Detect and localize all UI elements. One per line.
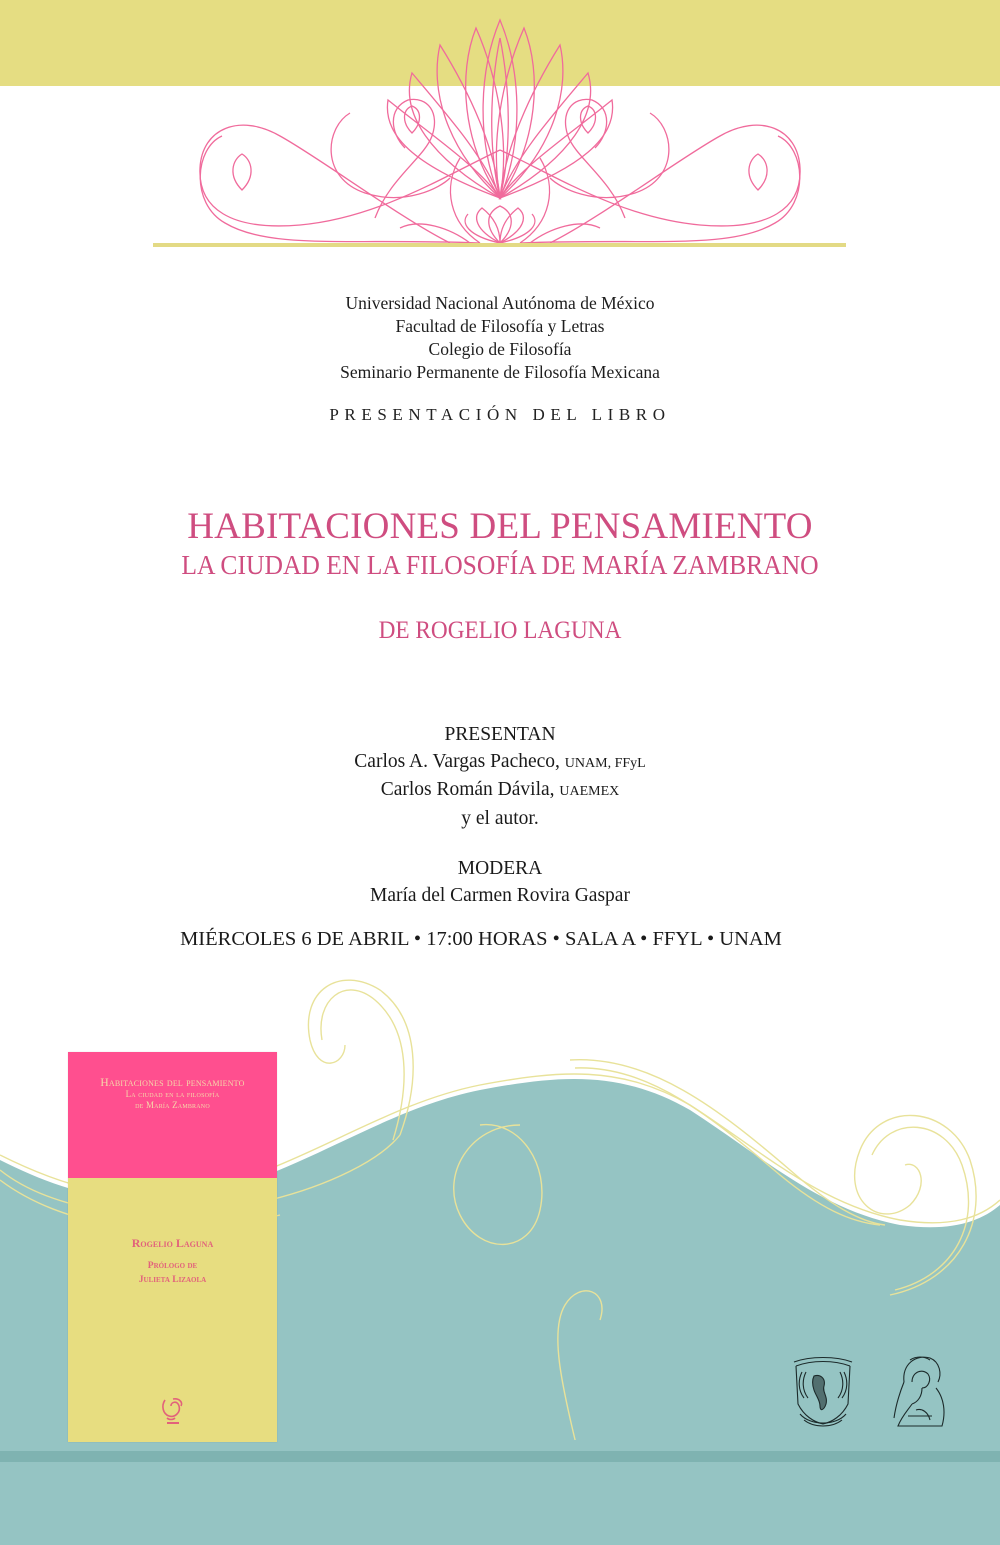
- presenter-name: Carlos A. Vargas Pacheco,: [354, 750, 560, 772]
- unam-shield-icon: [790, 1354, 856, 1430]
- athena-helmet-icon: [888, 1352, 950, 1430]
- book-cover: [68, 1052, 277, 1442]
- book-cover-title-line: La ciudad en la filosofía: [125, 1089, 220, 1099]
- floral-ornament-icon: [150, 18, 850, 250]
- presenter-affiliation: UNAM, FFyL: [564, 755, 646, 771]
- book-cover-prologue: [68, 1259, 277, 1287]
- book-cover-prologue-line: Julieta Lizaola: [138, 1275, 207, 1285]
- book-cover-top-panel: [68, 1052, 277, 1178]
- book-author: DE ROGELIO LAGUNA: [378, 617, 622, 644]
- credits-block: [0, 722, 1000, 909]
- presenters-closing: y el autor.: [461, 807, 539, 829]
- book-title: HABITACIONES DEL PENSAMIENTO: [187, 506, 813, 547]
- book-cover-title-line: de María Zambrano: [135, 1100, 210, 1110]
- publisher-emblem-icon: [159, 1396, 187, 1426]
- event-kicker: PRESENTACIÓN DEL LIBRO: [329, 405, 671, 424]
- book-cover-title: [68, 1078, 277, 1111]
- book-cover-author: Rogelio Laguna: [131, 1236, 214, 1250]
- organizer-seminar: Seminario Permanente de Filosofía Mexicana: [340, 362, 660, 382]
- book-cover-prologue-line: Prólogo de: [147, 1261, 198, 1271]
- book-title-block: [0, 505, 1000, 581]
- organizer-college: Colegio de Filosofía: [428, 339, 572, 359]
- presenter-row: [0, 749, 1000, 778]
- moderator-name: María del Carmen Rovira Gaspar: [370, 884, 630, 906]
- presenter-row: [0, 777, 1000, 806]
- event-details: MIÉRCOLES 6 DE ABRIL • 17:00 HORAS • SALA A • FFYL • UNAM: [180, 928, 782, 950]
- organizer-faculty: Facultad de Filosofía y Letras: [395, 316, 605, 336]
- presenter-name: Carlos Román Dávila,: [380, 779, 555, 800]
- organizer-university: Universidad Nacional Autónoma de México: [345, 293, 655, 313]
- book-subtitle: LA CIUDAD EN LA FILOSOFÍA DE MARÍA ZAMBRANO: [181, 549, 819, 580]
- presenters-heading: PRESENTAN: [444, 724, 556, 745]
- presenter-affiliation: UAEMEX: [559, 784, 620, 799]
- bottom-stripe: [0, 1451, 1000, 1462]
- moderator-heading: MODERA: [457, 858, 543, 879]
- book-cover-title-line: Habitaciones del pensamiento: [100, 1077, 245, 1089]
- organizers-block: [0, 292, 1000, 384]
- ornament-divider-rule: [153, 243, 846, 247]
